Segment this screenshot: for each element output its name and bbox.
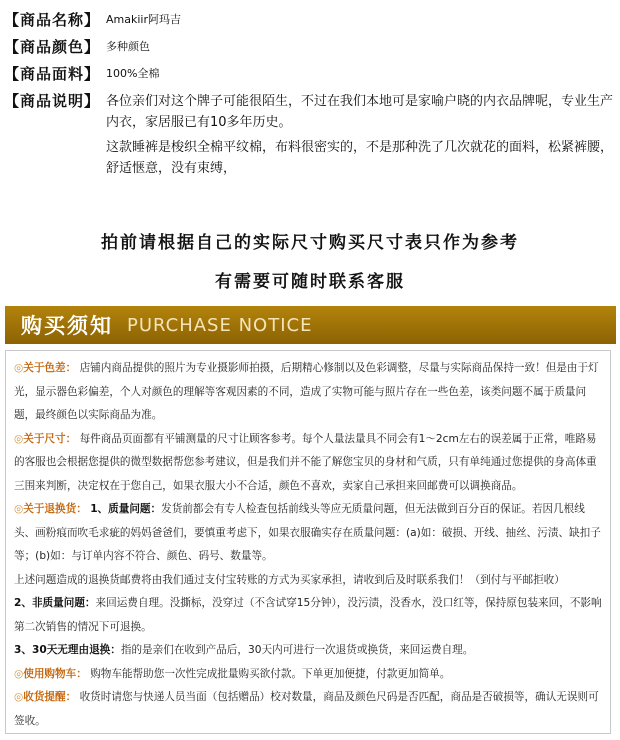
bullet-icon: ◎ xyxy=(14,362,24,374)
purchase-notice-banner xyxy=(5,306,616,344)
product-fabric-row xyxy=(4,64,614,84)
product-fabric-label: 【商品面料】 xyxy=(4,65,101,83)
product-desc-row xyxy=(4,91,614,179)
color-heading: 关于色差： xyxy=(23,362,77,374)
product-info xyxy=(4,10,614,179)
receipt-text: 收货时请您与快递人员当面（包括赠品）校对数量，商品及颜色尺码是否匹配，商品是否破损等，确认无误则可签收。 xyxy=(14,691,599,727)
product-desc xyxy=(100,91,614,179)
size-section xyxy=(14,428,602,499)
product-name-label: 【商品名称】 xyxy=(4,11,101,29)
bullet-icon: ◎ xyxy=(14,503,24,515)
return-q1-text: 发货前都会有专人检查包括前线头等应无质量问题，但无法做到百分百的保证。若因几根线头、画粉痕而吹毛求疵的妈妈爸爸们，要慎重考虑下，如果衣服确实存在质量问题：(a)如：破损、开线、抽丝、污渍、缺扣子等；(b)如：与订单内容不符合、颜色、码号、数量等。 xyxy=(14,503,601,562)
return-q2-text: 来回运费自理。没撕标，没穿过（不含试穿15分钟），没污渍，没香水，没口红等，保持原包装来回，不影响第二次销售的情况下可退换。 xyxy=(14,597,602,633)
return-q1-title: 1、质量问题： xyxy=(90,503,162,515)
return-q3-section xyxy=(14,639,602,663)
return-q2-section xyxy=(14,592,602,639)
product-desc-p1: 各位亲们对这个牌子可能很陌生，不过在我们本地可是家喻户晓的内衣品牌呢，专业生产内衣，家居服已有10多年历史。 xyxy=(106,94,614,130)
product-desc-label: 【商品说明】 xyxy=(4,92,101,110)
return-q2-title: 2、非质量问题： xyxy=(14,597,96,609)
return-q3-title: 3、30天无理由退换： xyxy=(14,644,121,656)
bullet-icon: ◎ xyxy=(14,691,24,703)
return-q1-note: 上述问题造成的退换货邮费将由我们通过支付宝转账的方式为买家承担，请收到后及时联系我们！（到付与平邮拒收） xyxy=(14,573,565,586)
cart-heading: 使用购物车： xyxy=(23,667,87,680)
size-notice-line: 拍前请根据自己的实际尺寸购买尺寸表只作为参考 xyxy=(101,233,519,253)
product-name-value: Amakiir阿玛吉 xyxy=(106,13,182,26)
bullet-icon: ◎ xyxy=(14,667,24,680)
banner-title-en: PURCHASE NOTICE xyxy=(127,314,313,336)
product-color-label: 【商品颜色】 xyxy=(4,38,101,56)
receipt-heading: 收货提醒： xyxy=(23,691,77,703)
return-heading: 关于退换货： xyxy=(23,503,87,515)
contact-notice-line: 有需要可随时联系客服 xyxy=(215,272,405,292)
color-text: 店铺内商品提供的照片为专业摄影师拍摄，后期精心修制以及色彩调整，尽量与实际商品保持一致！但是由于灯光，显示器色彩偏差，个人对颜色的理解等客观因素的不同，造成了实物可能与照片存在一些色差，该类问题不属于质量问题，最终颜色以实际商品为准。 xyxy=(14,362,599,421)
purchase-notice-box xyxy=(5,350,611,734)
product-color-value: 多种颜色 xyxy=(106,40,151,53)
receipt-section xyxy=(14,686,602,733)
size-heading: 关于尺寸： xyxy=(23,432,77,445)
bullet-icon: ◎ xyxy=(14,432,24,445)
cart-text: 购物车能帮助您一次性完成批量购买欲付款。下单更加便捷，付款更加简单。 xyxy=(90,667,451,680)
return-section xyxy=(14,498,602,569)
banner-title-cn: 购买须知 xyxy=(21,314,113,338)
cart-section xyxy=(14,663,602,687)
size-text: 每件商品页面都有平铺测量的尺寸让顾客参考。每个人量法量具不同会有1～2cm左右的误差属于正常，唯路易的客服也会根据您提供的微型数据帮您参考建议，但是我们并不能了解您宝贝的身材和气质，只有单纯通过您提供的身高体重三围来判断，决定权在于您自己，如果衣服大小不合适，颜色不喜欢，卖家自己承担来回邮费可以调换商品。 xyxy=(14,432,597,492)
color-section xyxy=(14,357,602,428)
product-name-row xyxy=(4,10,614,30)
return-q3-text: 指的是亲们在收到产品后，30天内可进行一次退货或换货，来回运费自理。 xyxy=(120,644,474,656)
product-desc-p2: 这款睡裤是梭织全棉平纹棉，布料很密实的，不是那种洗了几次就花的面料，松紧裤腰，舒适惬意，没有束缚， xyxy=(106,140,614,176)
product-color-row xyxy=(4,37,614,57)
product-fabric-value: 100%全棉 xyxy=(106,67,160,80)
